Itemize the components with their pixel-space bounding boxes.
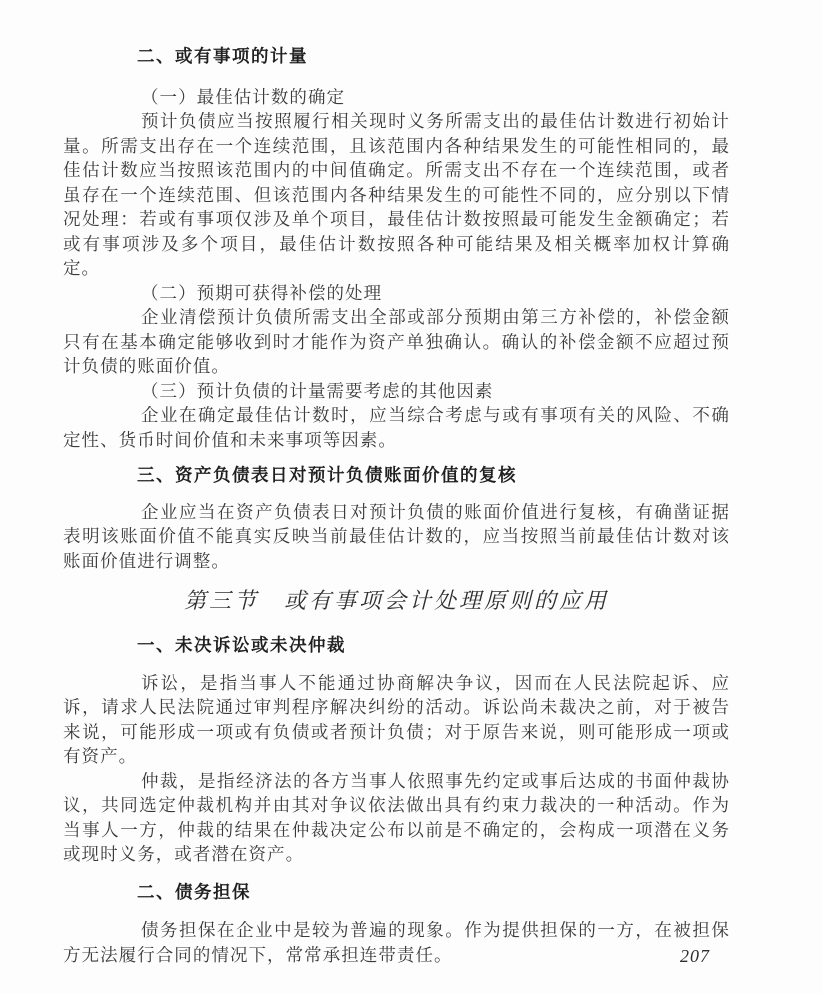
subheading-compensation: （二）预期可获得补偿的处理 xyxy=(141,282,383,303)
subheading-other-factors: （三）预计负债的计量需要考虑的其他因素 xyxy=(141,380,494,401)
paragraph-lawsuit: 诉讼，是指当事人不能通过协商解决争议，因而在人民法院起诉、应诉，请求人民法院通过审判程序解决纠纷的活动。诉讼尚未裁决之前，对于被告来说，可能形成一项或有负债或者预计负债；对于原告来说，则可能形成一项或有资产。 xyxy=(63,672,730,766)
paragraph-best-estimate: 预计负债应当按照履行相关现时义务所需支出的最佳估计数进行初始计量。所需支出存在一个连续范围，且该范围内各种结果发生的可能性相同的，最佳估计数应当按照该范围内的中间值确定。所需支出不存在一个连续范围，或者虽存在一个连续范围、但该范围内各种结果发生的可能性不同的，应分别以下情况处理：若或有事项仅涉及单个项目，最佳估计数按照最可能发生金额确定；若或有事项涉及多个项目，最佳估计数按照各种可能结果及相关概率加权计算确定。 xyxy=(63,111,730,278)
page-content xyxy=(63,44,730,967)
paragraph-other-factors: 企业在确定最佳估计数时，应当综合考虑与或有事项有关的风险、不确定性、货币时间价值和未来事项等因素。 xyxy=(63,405,730,450)
section-title: 第三节 或有事项会计处理原则的应用 xyxy=(183,588,609,613)
paragraph-compensation: 企业清偿预计负债所需支出全部或部分预期由第三方补偿的，补偿金额只有在基本确定能够收到时才能作为资产单独确认。确认的补偿金额不应超过预计负债的账面价值。 xyxy=(63,307,730,376)
page-number: 207 xyxy=(680,946,710,966)
heading-debt-guarantee: 二、债务担保 xyxy=(137,881,251,902)
paragraph-arbitration: 仲裁，是指经济法的各方当事人依照事先约定或事后达成的书面仲裁协议，共同选定仲裁机构并由其对争议依法做出具有约束力裁决的一种活动。作为当事人一方，仲裁的结果在仲裁决定公布以前是不确定的，会构成一项潜在义务或现时义务，或者潜在资产。 xyxy=(63,770,730,864)
paragraph-guarantee: 债务担保在企业中是较为普遍的现象。作为提供担保的一方，在被担保方无法履行合同的情况下，常常承担连带责任。 xyxy=(63,920,730,965)
heading-contingency-measurement: 二、或有事项的计量 xyxy=(137,46,308,66)
heading-balance-sheet-review: 三、资产负债表日对预计负债账面价值的复核 xyxy=(137,465,517,485)
subheading-best-estimate: （一）最佳估计数的确定 xyxy=(141,86,346,107)
paragraph-review: 企业应当在资产负债表日对预计负债的账面价值进行复核，有确凿证据表明该账面价值不能真实反映当前最佳估计数的，应当按照当前最佳估计数对该账面价值进行调整。 xyxy=(63,501,730,571)
heading-pending-lawsuit: 一、未决诉讼或未决仲裁 xyxy=(137,635,346,655)
